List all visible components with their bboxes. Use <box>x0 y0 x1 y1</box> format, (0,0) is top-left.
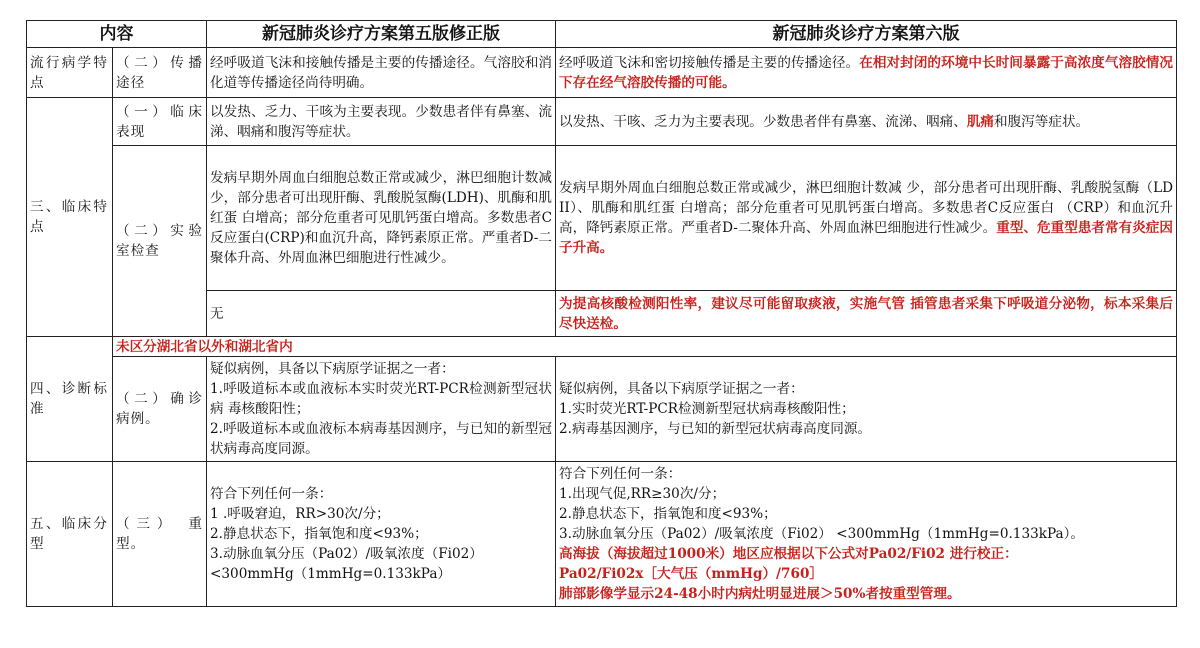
confirmed-v6-line: 1.实时荧光RT-PCR检测新型冠状病毒核酸阳性； <box>559 401 855 417</box>
sub-severe-type: （三） 重型。 <box>113 462 207 607</box>
confirmed-v6-cell <box>556 357 1177 462</box>
header-row <box>27 21 1177 48</box>
sub-transmission: （二）传播途径 <box>113 48 207 98</box>
section-diagnosis: 四、诊断标准 <box>27 337 113 462</box>
epi-v6-cell <box>556 48 1177 98</box>
row-confirmed-case <box>27 357 1177 462</box>
epi-v5-text: 经呼吸道飞沫和接触传播是主要的传播途径。气溶胶和消化道等传播途径尚待明确。 <box>207 48 556 98</box>
severe-v6-line: 2.静息状态下，指氧饱和度<93%； <box>559 506 777 522</box>
header-v5: 新冠肺炎诊疗方案第五版修正版 <box>207 21 556 48</box>
severe-v5-line: <300mmHg（1mmHg=0.133kPa） <box>210 566 452 582</box>
row-clinical-manifest <box>27 98 1177 146</box>
lab-v6-cell <box>556 146 1177 291</box>
severe-v6-highlight: Pa02/Fi02x［大气压（mmHg）/760］ <box>559 566 823 582</box>
row-epidemiology <box>27 48 1177 98</box>
epi-v6-highlight: 在相对封闭的环境中长时间暴露于高浓度气溶胶情况下存在经气溶胶传播的可能。 <box>559 54 1173 91</box>
sub-lab-tests: （二）实验室检查 <box>113 146 207 337</box>
sampling-v6-highlight: 为提高核酸检测阳性率，建议尽可能留取痰液，实施气管 插管患者采集下呼吸道分泌物，标本采集后尽快送检。 <box>556 291 1177 337</box>
severe-v6-line: 3.动脉血氧分压（Pa02）/吸氧浓度（Fi02） <300mmHg（1mmHg=0.133kPa）。 <box>559 526 1085 542</box>
lab-v6-highlight: 重型、危重型患者常有炎症因子升高。 <box>559 220 1174 256</box>
comparison-table <box>26 20 1177 607</box>
severe-v5-line: 1 .呼吸窘迫，RR>30次/分； <box>210 506 390 522</box>
severe-v6-highlight: 肺部影像学显示24-48小时内病灶明显进展＞50%者按重型管理。 <box>559 586 961 602</box>
confirmed-v5-line: 1.呼吸道标本或血液标本实时荧光RT-PCR检测新型冠状病 毒核酸阳性； <box>210 381 552 417</box>
severe-v6-highlight: 高海拔（海拔超过1000米）地区应根据以下公式对Pa02/Fi02 进行校正： <box>559 546 1018 562</box>
confirmed-v6-line: 疑似病例，具备以下病原学证据之一者： <box>559 381 804 397</box>
confirmed-v6-line: 2.病毒基因测序，与已知的新型冠状病毒高度同源。 <box>559 421 872 437</box>
manifest-v6-text-b: 和腹泻等症状。 <box>994 113 1090 130</box>
row-severe-type <box>27 462 1177 607</box>
confirmed-v5-cell <box>207 357 556 462</box>
confirmed-v5-line: 2.呼吸道标本或血液标本病毒基因测序，与已知的新型冠状病毒高度同源。 <box>210 421 552 457</box>
severe-v6-line: 符合下列任何一条： <box>559 466 682 482</box>
section-clinical: 三、临床特点 <box>27 98 113 337</box>
severe-v5-line: 3.动脉血氧分压（Pa02）/吸氧浓度（Fi02） <box>210 546 483 562</box>
row-diagnosis-note <box>27 337 1177 357</box>
severe-v6-line: 1.出现气促,RR≥30次/分； <box>559 486 726 502</box>
epi-v6-text: 经呼吸道飞沫和密切接触传播是主要的传播途径。 <box>559 54 860 71</box>
lab-v5-text: 发病早期外周血白细胞总数正常或减少，淋巴细胞计数减 少，部分患者可出现肝酶、乳酸脱氢酶(LDH)、肌酶和肌红蛋 白增高；部分危重者可见肌钙蛋白增高。多数患者C反应蛋白(CRP)和血沉升高，降钙素原正常。严重者D-二聚体升高、外周血淋巴细胞进行性减少。 <box>207 146 556 291</box>
header-v6: 新冠肺炎诊疗方案第六版 <box>556 21 1177 48</box>
sampling-v5-text: 无 <box>207 291 556 337</box>
section-clinical-type: 五、临床分型 <box>27 462 113 607</box>
diagnosis-note-highlight: 未区分湖北省以外和湖北省内 <box>113 337 1177 357</box>
section-epidemiology: 流行病学特点 <box>27 48 113 98</box>
manifest-v5-text: 以发热、乏力、干咳为主要表现。少数患者伴有鼻塞、流涕、咽痛和腹泻等症状。 <box>207 98 556 146</box>
sub-clinical-manifest: （一）临床表现 <box>113 98 207 146</box>
sub-confirmed-case: （二）确诊病例。 <box>113 357 207 462</box>
manifest-v6-text-a: 以发热、干咳、乏力为主要表现。少数患者伴有鼻塞、流涕、咽痛、 <box>559 113 967 130</box>
manifest-v6-cell <box>556 98 1177 146</box>
severe-v5-cell <box>207 462 556 607</box>
lab-v6-text: 发病早期外周血白细胞总数正常或减少，淋巴细胞计数减 少，部分患者可出现肝酶、乳酸脱氢酶（LDII）、肌酶和肌红蛋 白增高；部分危重者可见肌钙蛋白增高。多数患者C反应蛋白 （CRP）和血沉升高，降钙素原正常。严重者D-二聚体升高、外周血淋巴细胞进行性减少。 <box>559 180 1173 236</box>
severe-v6-cell <box>556 462 1177 607</box>
row-lab-tests <box>27 146 1177 291</box>
severe-v5-line: 2.静息状态下，指氧饱和度<93%； <box>210 526 428 542</box>
manifest-v6-highlight: 肌痛 <box>966 113 994 130</box>
confirmed-v5-line: 疑似病例，具备以下病原学证据之一者： <box>210 361 455 377</box>
severe-v5-line: 符合下列任何一条： <box>210 486 333 502</box>
header-content: 内容 <box>27 21 207 48</box>
